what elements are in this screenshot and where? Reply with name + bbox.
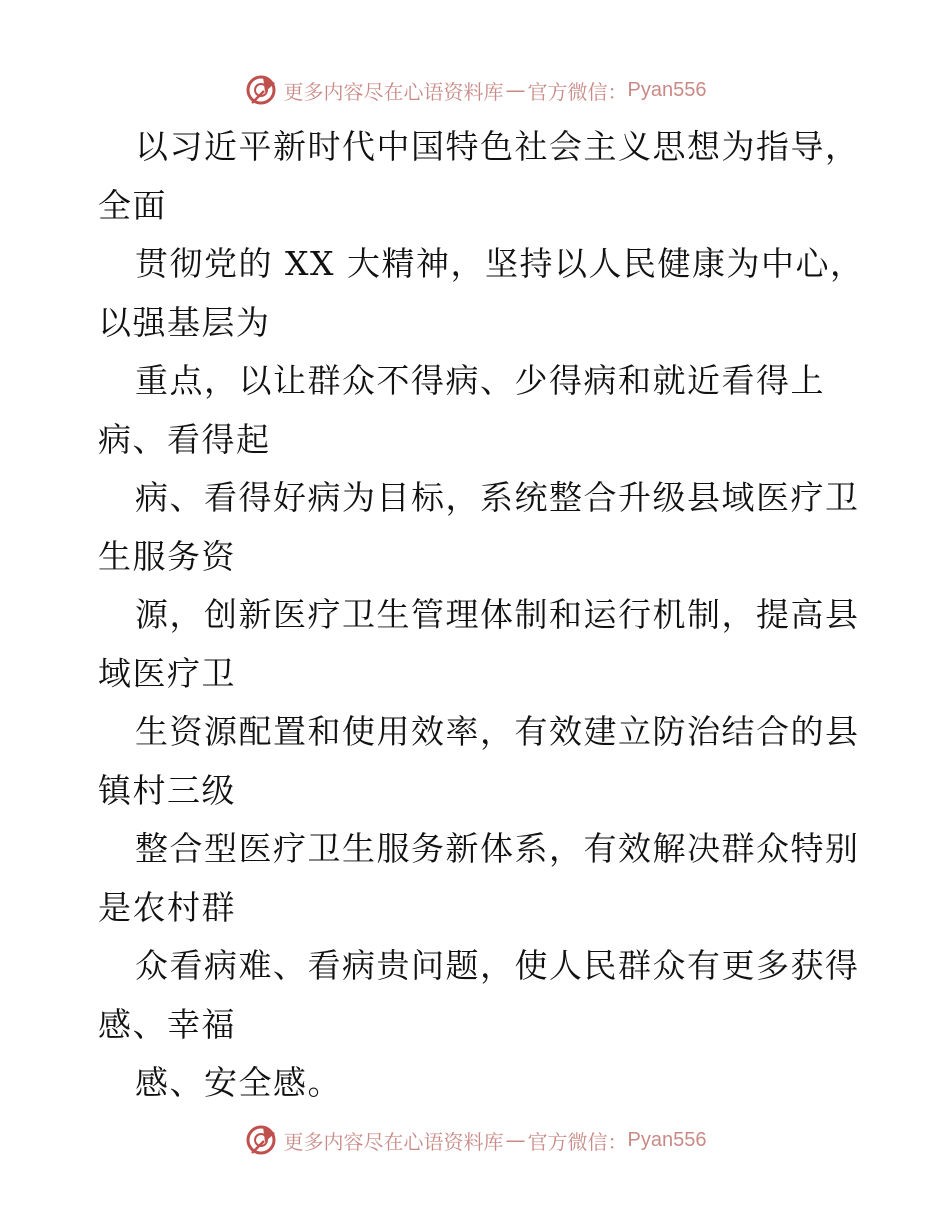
- watermark-main-text: 更多内容尽在心语资料库: [283, 79, 504, 104]
- text-line: 生资源配置和使用效率，有效建立防治结合的县: [135, 712, 860, 751]
- text-line: 生服务资: [98, 536, 236, 576]
- text-line: 众看病难、看病贵问题，使人民群众有更多获得: [135, 946, 860, 985]
- text-line: 是农村群: [98, 887, 236, 927]
- text-line: 以习近平新时代中国特色社会主义思想为指导，: [135, 127, 860, 166]
- text-line: 病、看得起: [98, 419, 271, 459]
- text-line: 源，创新医疗卫生管理体制和运行机制，提高县: [135, 595, 860, 634]
- text-line: 镇村三级: [98, 770, 236, 810]
- watermark-wechat-id: Pyan556: [627, 78, 707, 101]
- watermark-wechat-id: Pyan556: [627, 1128, 707, 1151]
- text-line: 全面: [98, 185, 167, 225]
- watermark-label: 官方微信：: [527, 1129, 628, 1154]
- text-line: 贯彻党的 XX 大精神，坚持以人民健康为中心，: [135, 244, 865, 283]
- text-line: 整合型医疗卫生服务新体系，有效解决群众特别: [135, 829, 860, 868]
- watermark-dash: —: [505, 1128, 526, 1152]
- pen-logo-icon: [244, 73, 278, 107]
- watermark-dash: —: [505, 78, 526, 102]
- watermark-label: 官方微信：: [527, 79, 628, 104]
- text-line: 域医疗卫: [98, 653, 236, 693]
- text-line: 感、安全感。: [135, 1063, 342, 1102]
- text-line: 感、幸福: [98, 1004, 236, 1044]
- footer-watermark: [0, 1120, 950, 1160]
- document-body: [98, 118, 865, 1113]
- paragraph: [98, 118, 865, 1113]
- text-line: 病、看得好病为目标，系统整合升级县域医疗卫: [135, 478, 860, 517]
- text-line: 以强基层为: [98, 302, 271, 342]
- pen-logo-icon: [244, 1123, 278, 1157]
- header-watermark: [0, 70, 950, 110]
- text-line: 重点，以让群众不得病、少得病和就近看得上: [135, 361, 825, 400]
- watermark-main-text: 更多内容尽在心语资料库: [283, 1129, 504, 1154]
